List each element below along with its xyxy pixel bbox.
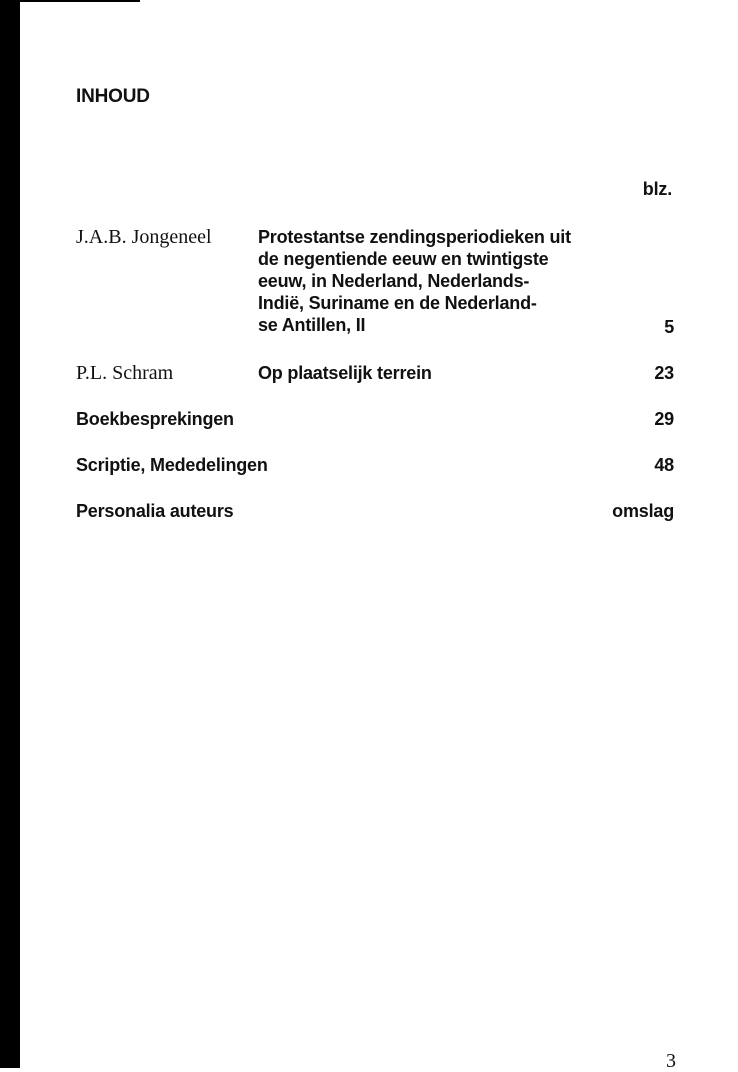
page-heading: INHOUD bbox=[76, 86, 150, 107]
entry-title bbox=[258, 362, 598, 384]
entry-title-line: se Antillen, II bbox=[258, 315, 366, 335]
page-column-label: blz. bbox=[642, 179, 672, 199]
entry-page-number: 23 bbox=[654, 363, 674, 383]
entry-title-line: Protestantse zendingsperiodieken uit bbox=[258, 227, 571, 247]
entry-title-line: Indië, Suriname en de Nederland- bbox=[258, 293, 537, 313]
entry-author: J.A.B. Jongeneel bbox=[76, 226, 212, 248]
entry-page-number: 5 bbox=[664, 317, 674, 337]
section-label: Scriptie, Mededelingen bbox=[76, 455, 268, 475]
section-page-number: 29 bbox=[654, 409, 674, 429]
page-folio: 3 bbox=[666, 1050, 676, 1072]
entry-title-line: de negentiende eeuw en twintigste bbox=[258, 249, 549, 269]
binding-edge bbox=[0, 0, 20, 1068]
entry-title-line: Op plaatselijk terrein bbox=[258, 363, 432, 383]
top-rule bbox=[20, 0, 140, 2]
entry-author: P.L. Schram bbox=[76, 362, 174, 384]
section-label: Boekbesprekingen bbox=[76, 409, 234, 429]
section-page-number: omslag bbox=[612, 501, 674, 521]
section-label: Personalia auteurs bbox=[76, 501, 234, 521]
entry-title bbox=[258, 226, 598, 336]
section-page-number: 48 bbox=[654, 455, 674, 475]
entry-title-line: eeuw, in Nederland, Nederlands- bbox=[258, 271, 530, 291]
